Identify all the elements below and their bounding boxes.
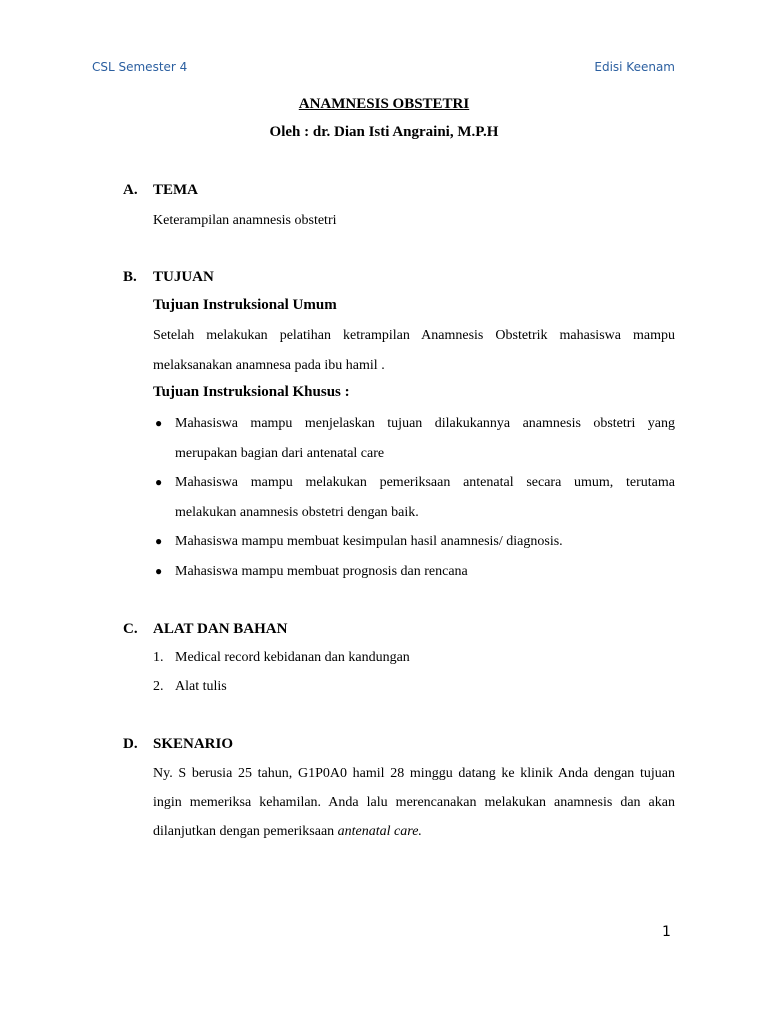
list-item: ● Mahasiswa mampu membuat prognosis dan rencana	[153, 557, 675, 587]
section-d-title: SKENARIO	[153, 736, 234, 752]
section-a-text: Keterampilan anamnesis obstetri	[153, 213, 337, 228]
bullet-icon: ●	[155, 416, 163, 430]
tiu-heading: Tujuan Instruksional Umum	[153, 297, 337, 313]
skenario-text: Ny. S berusia 25 tahun, G1P0A0 hamil 28 minggu datang ke klinik Anda dengan tujuan ingin memeriksa kehamilan. Anda lalu merencanakan melakukan anamnesis dan akan dilanjutkan dengan pemeriksaan antenatal care.	[153, 766, 675, 839]
section-a-title: TEMA	[153, 182, 198, 198]
list-item: ● Mahasiswa mampu membuat kesimpulan hasil anamnesis/ diagnosis.	[153, 527, 675, 557]
tiu-text: Setelah melakukan pelatihan ketrampilan Anamnesis Obstetrik mahasiswa mampu melaksanakan anamnesa pada ibu hamil .	[153, 328, 675, 373]
section-b-letter: B.	[123, 269, 137, 285]
bullet-icon: ●	[155, 475, 163, 489]
bullet-icon: ●	[155, 534, 163, 548]
section-a-letter: A.	[123, 182, 138, 198]
section-c-letter: C.	[123, 621, 138, 637]
header-edition-label: Edisi Keenam	[594, 60, 675, 74]
document-title: ANAMNESIS OBSTETRI	[298, 96, 470, 112]
tik-heading: Tujuan Instruksional Khusus :	[153, 384, 350, 400]
section-d-letter: D.	[123, 736, 138, 752]
document-author: Oleh : dr. Dian Isti Angraini, M.P.H	[269, 124, 499, 140]
alat-bahan-list	[153, 644, 675, 701]
list-item: 1. Medical record kebidanan dan kandungan	[153, 650, 410, 665]
skenario-italic-text: antenatal care.	[337, 824, 422, 839]
section-b-title: TUJUAN	[153, 269, 214, 285]
list-item: 2. Alat tulis	[153, 678, 227, 694]
list-item: ● Mahasiswa mampu melakukan pemeriksaan antenatal secara umum, terutama melakukan anamnesis obstetri dengan baik.	[153, 468, 675, 527]
header-course-label: CSL Semester 4	[92, 60, 188, 74]
page-number: 1	[662, 924, 671, 940]
tik-bullet-list	[153, 409, 675, 586]
list-item: ● Mahasiswa mampu menjelaskan tujuan dilakukannya anamnesis obstetri yang merupakan bagian dari antenatal care	[153, 409, 675, 468]
section-c-title: ALAT DAN BAHAN	[153, 621, 288, 637]
bullet-icon: ●	[155, 563, 163, 578]
